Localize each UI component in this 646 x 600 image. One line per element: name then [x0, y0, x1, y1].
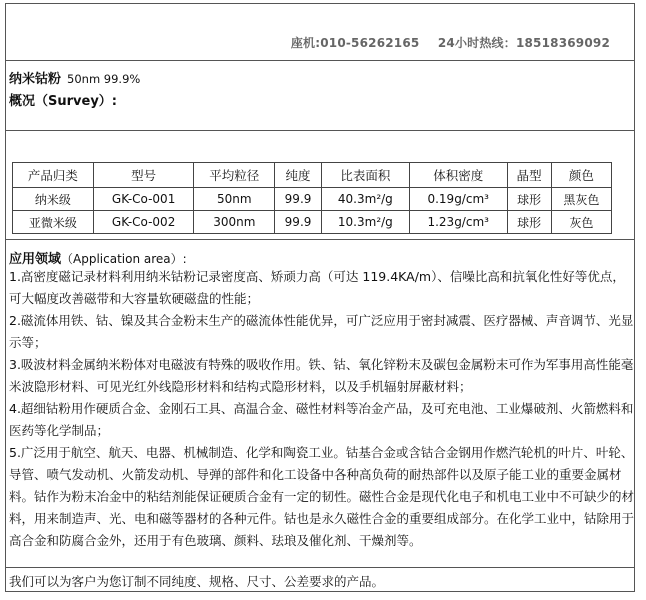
table-header-cell: 比表面积 [321, 163, 409, 188]
spec-table [12, 162, 612, 234]
footer-note: 我们可以为客户为您订制不同纯度、规格、尺寸、公差要求的产品。 [9, 574, 385, 589]
contact-info [285, 34, 610, 51]
table-header-row [13, 163, 612, 188]
table-cell: 50nm [194, 188, 275, 211]
divider [6, 60, 634, 61]
table-header-cell: 颜色 [551, 163, 611, 188]
application-heading [9, 248, 187, 267]
product-spec: 50nm 99.9% [67, 72, 141, 86]
table-cell: 40.3m²/g [321, 188, 409, 211]
application-item: 1.高密度磁记录材料利用纳米钴粉记录密度高、矫顽力高（可达 119.4KA/m）、信噪比高和抗氧化性好等优点，可大幅度改善磁带和大容量软硬磁盘的性能； [9, 269, 625, 306]
table-header-cell: 纯度 [275, 163, 322, 188]
table-cell: 球形 [507, 211, 551, 234]
application-item: 4.超细钴粉用作硬质合金、金刚石工具、高温合金、磁性材料等冶金产品，及可充电池、工业爆破剂、火箭燃料和医药等化学制品； [9, 401, 634, 438]
divider [6, 239, 634, 240]
application-title-en: （Application area）: [61, 252, 187, 266]
product-sheet [5, 3, 635, 592]
survey-heading: 概况（Survey）: [9, 94, 117, 109]
application-item: 2.磁流体用铁、钴、镍及其合金粉末生产的磁流体性能优异，可广泛应用于密封减震、医疗器械、声音调节、光显示等； [9, 313, 634, 350]
table-cell: 黑灰色 [551, 188, 611, 211]
application-item: 5.广泛用于航空、航天、电器、机械制造、化学和陶瓷工业。钴基合金或含钴合金钢用作燃汽轮机的叶片、叶轮、导管、喷气发动机、火箭发动机、导弹的部件和化工设备中各种高负荷的耐热部件以及原子能工业的重要金属材料。钴作为粉末冶金中的粘结剂能保证硬质合金有一定的韧性。磁性合金是现代化电子和机电工业中不可缺少的材料，用来制造声、光、电和磁等器材的各种元件。钴也是永久磁性合金的重要组成部分。在化学工业中，钴除用于高合金和防腐合金外，还用于有色玻璃、颜料、珐琅及催化剂、干燥剂等。 [9, 445, 635, 548]
table-header-cell: 产品归类 [13, 163, 94, 188]
table-header-cell: 型号 [93, 163, 194, 188]
table-cell: 0.19g/cm³ [409, 188, 507, 211]
table-cell: 球形 [507, 188, 551, 211]
table-cell: 灰色 [551, 211, 611, 234]
table-cell: 10.3m²/g [321, 211, 409, 234]
product-name: 纳米钴粉 [9, 72, 62, 87]
table-cell: 1.23g/cm³ [409, 211, 507, 234]
application-item: 3.吸波材料金属纳米粉体对电磁波有特殊的吸收作用。铁、钴、氧化锌粉末及碳包金属粉末可作为军事用高性能毫米波隐形材料、可见光红外线隐形材料和结构式隐形材料，以及手机辐射屏蔽材料； [9, 357, 634, 394]
tel-number[interactable]: 010-56262165 [320, 36, 420, 50]
product-title [9, 68, 140, 87]
table-cell: 99.9 [275, 211, 322, 234]
hotline-label: 24小时热线： [437, 36, 516, 50]
table-header-cell: 平均粒径 [194, 163, 275, 188]
table-cell: 亚微米级 [13, 211, 94, 234]
table-cell: GK-Co-001 [93, 188, 194, 211]
application-title: 应用领域 [9, 252, 62, 267]
divider [6, 130, 634, 131]
table-header-cell: 体积密度 [409, 163, 507, 188]
table-cell: GK-Co-002 [93, 211, 194, 234]
divider [6, 567, 634, 568]
table-header-cell: 晶型 [507, 163, 551, 188]
table-cell: 99.9 [275, 188, 322, 211]
table-cell: 纳米级 [13, 188, 94, 211]
table-row [13, 188, 612, 211]
table-cell: 300nm [194, 211, 275, 234]
tel-label: 座机: [290, 36, 321, 50]
table-row [13, 211, 612, 234]
hotline-number[interactable]: 18518369092 [515, 36, 610, 50]
